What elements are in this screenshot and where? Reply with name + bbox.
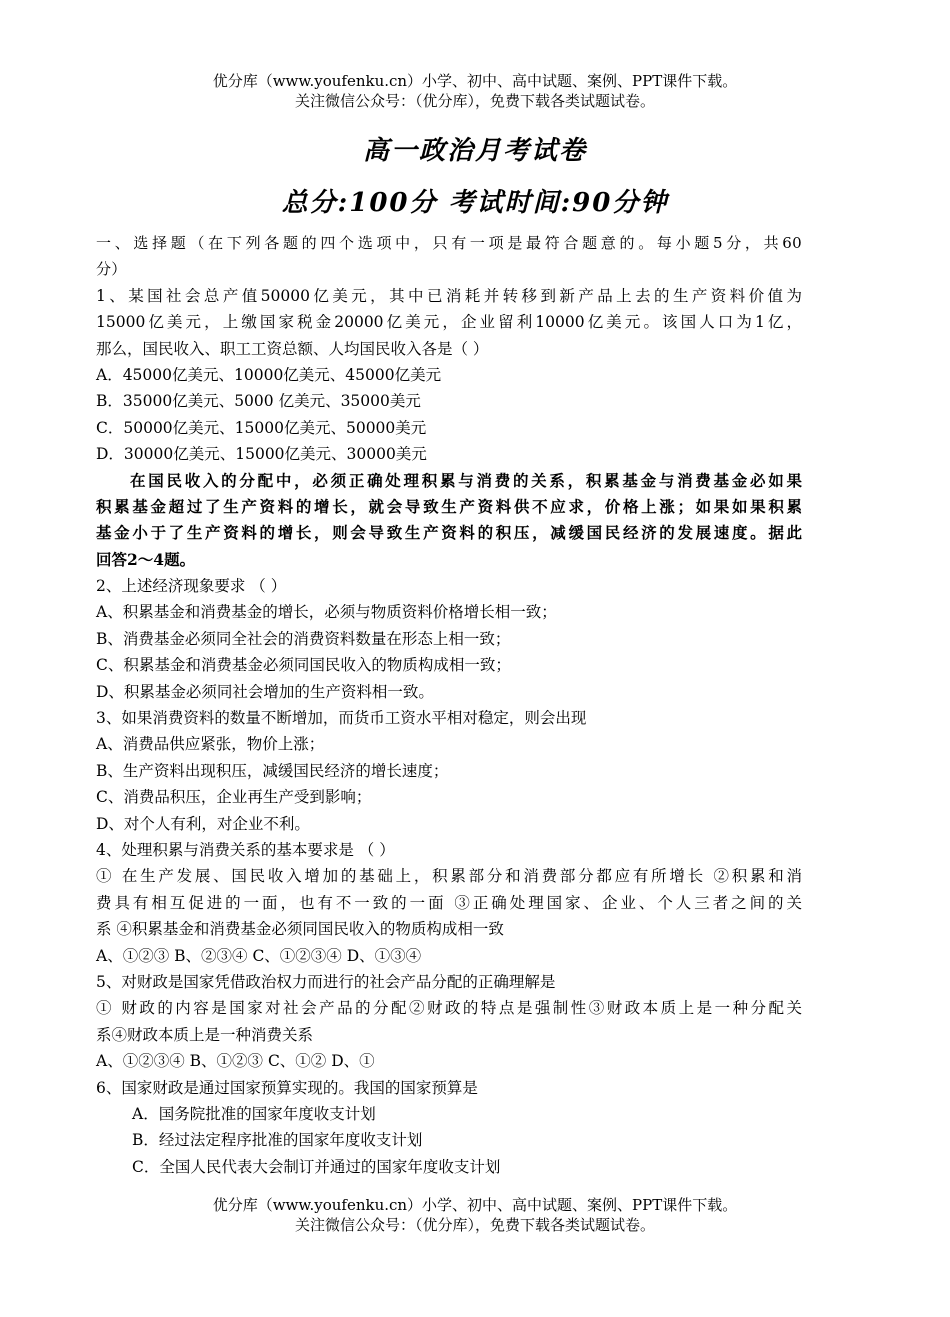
exam-subtitle: 总分:100分 考试时间:90分钟: [281, 188, 669, 218]
q2-option-c: C、积累基金和消费基金必须同国民收入的物质构成相一致；: [96, 656, 511, 675]
q6-option-b: B．经过法定程序批准的国家年度收支计划: [132, 1131, 423, 1150]
q2-option-d: D、积累基金必须同社会增加的生产资料相一致。: [96, 682, 434, 701]
q4-line-2: 费具有相互促进的一面，也有不一致的一面 ③正确处理国家、企业、个人三者之间的关: [96, 893, 802, 912]
q1-option-d: D．30000亿美元、15000亿美元、30000美元: [96, 445, 427, 464]
footer-line-1: 优分库（www.youfenku.cn）小学、初中、高中试题、案例、PPT课件下载。: [212, 1196, 738, 1214]
page-header: [0, 71, 950, 111]
q3-option-c: C、消费品积压，企业再生产受到影响；: [96, 788, 372, 807]
passage-line-1: 在国民收入的分配中，必须正确处理积累与消费的关系，积累基金与消费基金必如果: [130, 470, 802, 490]
q6-stem: 6、国家财政是通过国家预算实现的。我国的国家预算是: [96, 1078, 478, 1097]
q3-option-b: B、生产资料出现积压，减缓国民经济的增长速度；: [96, 761, 449, 780]
q3-option-a: A、消费品供应紧张，物价上涨；: [96, 735, 325, 754]
header-line-1: 优分库（www.youfenku.cn）小学、初中、高中试题、案例、PPT课件下载。: [212, 72, 738, 90]
passage-line-4: 回答2～4题。: [96, 549, 196, 569]
q1-stem-line-3: 那么，国民收入、职工工资总额、人均国民收入各是（ ）: [96, 339, 489, 358]
q1-stem-line-1: 1、某国社会总产值50000亿美元，其中已消耗并转移到新产品上去的生产资料价值为: [96, 286, 802, 305]
q5-options: A、①②③④ B、①②③ C、①② D、①: [96, 1052, 375, 1071]
passage-line-2: 积累基金超过了生产资料的增长，就会导致生产资料供不应求，价格上涨；如果如果积累: [96, 496, 802, 516]
exam-content: [96, 230, 802, 1180]
section-heading-line-1: 一、选择题（在下列各题的四个选项中，只有一项是最符合题意的。每小题5分，共60: [96, 234, 802, 252]
q3-stem: 3、如果消费资料的数量不断增加，而货币工资水平相对稳定，则会出现: [96, 709, 587, 728]
q2-option-a: A、积累基金和消费基金的增长，必须与物质资料价格增长相一致；: [96, 603, 557, 622]
q1-option-c: C．50000亿美元、15000亿美元、50000美元: [96, 418, 427, 437]
q5-stem: 5、对财政是国家凭借政治权力而进行的社会产品分配的正确理解是: [96, 972, 556, 991]
q6-option-c: C．全国人民代表大会制订并通过的国家年度收支计划: [132, 1157, 501, 1176]
q2-stem: 2、上述经济现象要求 （ ）: [96, 577, 287, 596]
q5-line-1: ① 财政的内容是国家对社会产品的分配②财政的特点是强制性③财政本质上是一种分配关: [96, 999, 802, 1018]
q4-line-3: 系 ④积累基金和消费基金必须同国民收入的物质构成相一致: [96, 920, 504, 939]
q1-stem-line-2: 15000亿美元，上缴国家税金20000亿美元，企业留利10000亿美元。该国人口为1亿，: [96, 313, 802, 332]
q4-line-1: ① 在生产发展、国民收入增加的基础上，积累部分和消费部分都应有所增长 ②积累和消: [96, 867, 802, 886]
passage-line-3: 基金小于了生产资料的增长，则会导致生产资料的积压，减缓国民经济的发展速度。据此: [96, 523, 802, 543]
q2-option-b: B、消费基金必须同全社会的消费资料数量在形态上相一致；: [96, 629, 511, 648]
q1-option-a: A．45000亿美元、10000亿美元、45000亿美元: [96, 365, 442, 384]
q3-option-d: D、对个人有利，对企业不利。: [96, 814, 310, 833]
header-line-2: 关注微信公众号：（优分库），免费下载各类试题试卷。: [294, 92, 655, 110]
q6-option-a: A．国务院批准的国家年度收支计划: [132, 1104, 376, 1123]
section-heading-line-2: 分）: [96, 260, 127, 279]
q5-line-2: 系④财政本质上是一种消费关系: [96, 1025, 314, 1044]
q4-stem: 4、处理积累与消费关系的基本要求是 （ ）: [96, 840, 395, 859]
exam-title: 高一政治月考试卷: [362, 136, 587, 166]
footer-line-2: 关注微信公众号：（优分库），免费下载各类试题试卷。: [294, 1216, 655, 1234]
page-footer: [0, 1195, 950, 1235]
q4-options: A、①②③ B、②③④ C、①②③④ D、①③④: [96, 946, 422, 965]
q1-option-b: B．35000亿美元、5000 亿美元、35000美元: [96, 392, 421, 411]
